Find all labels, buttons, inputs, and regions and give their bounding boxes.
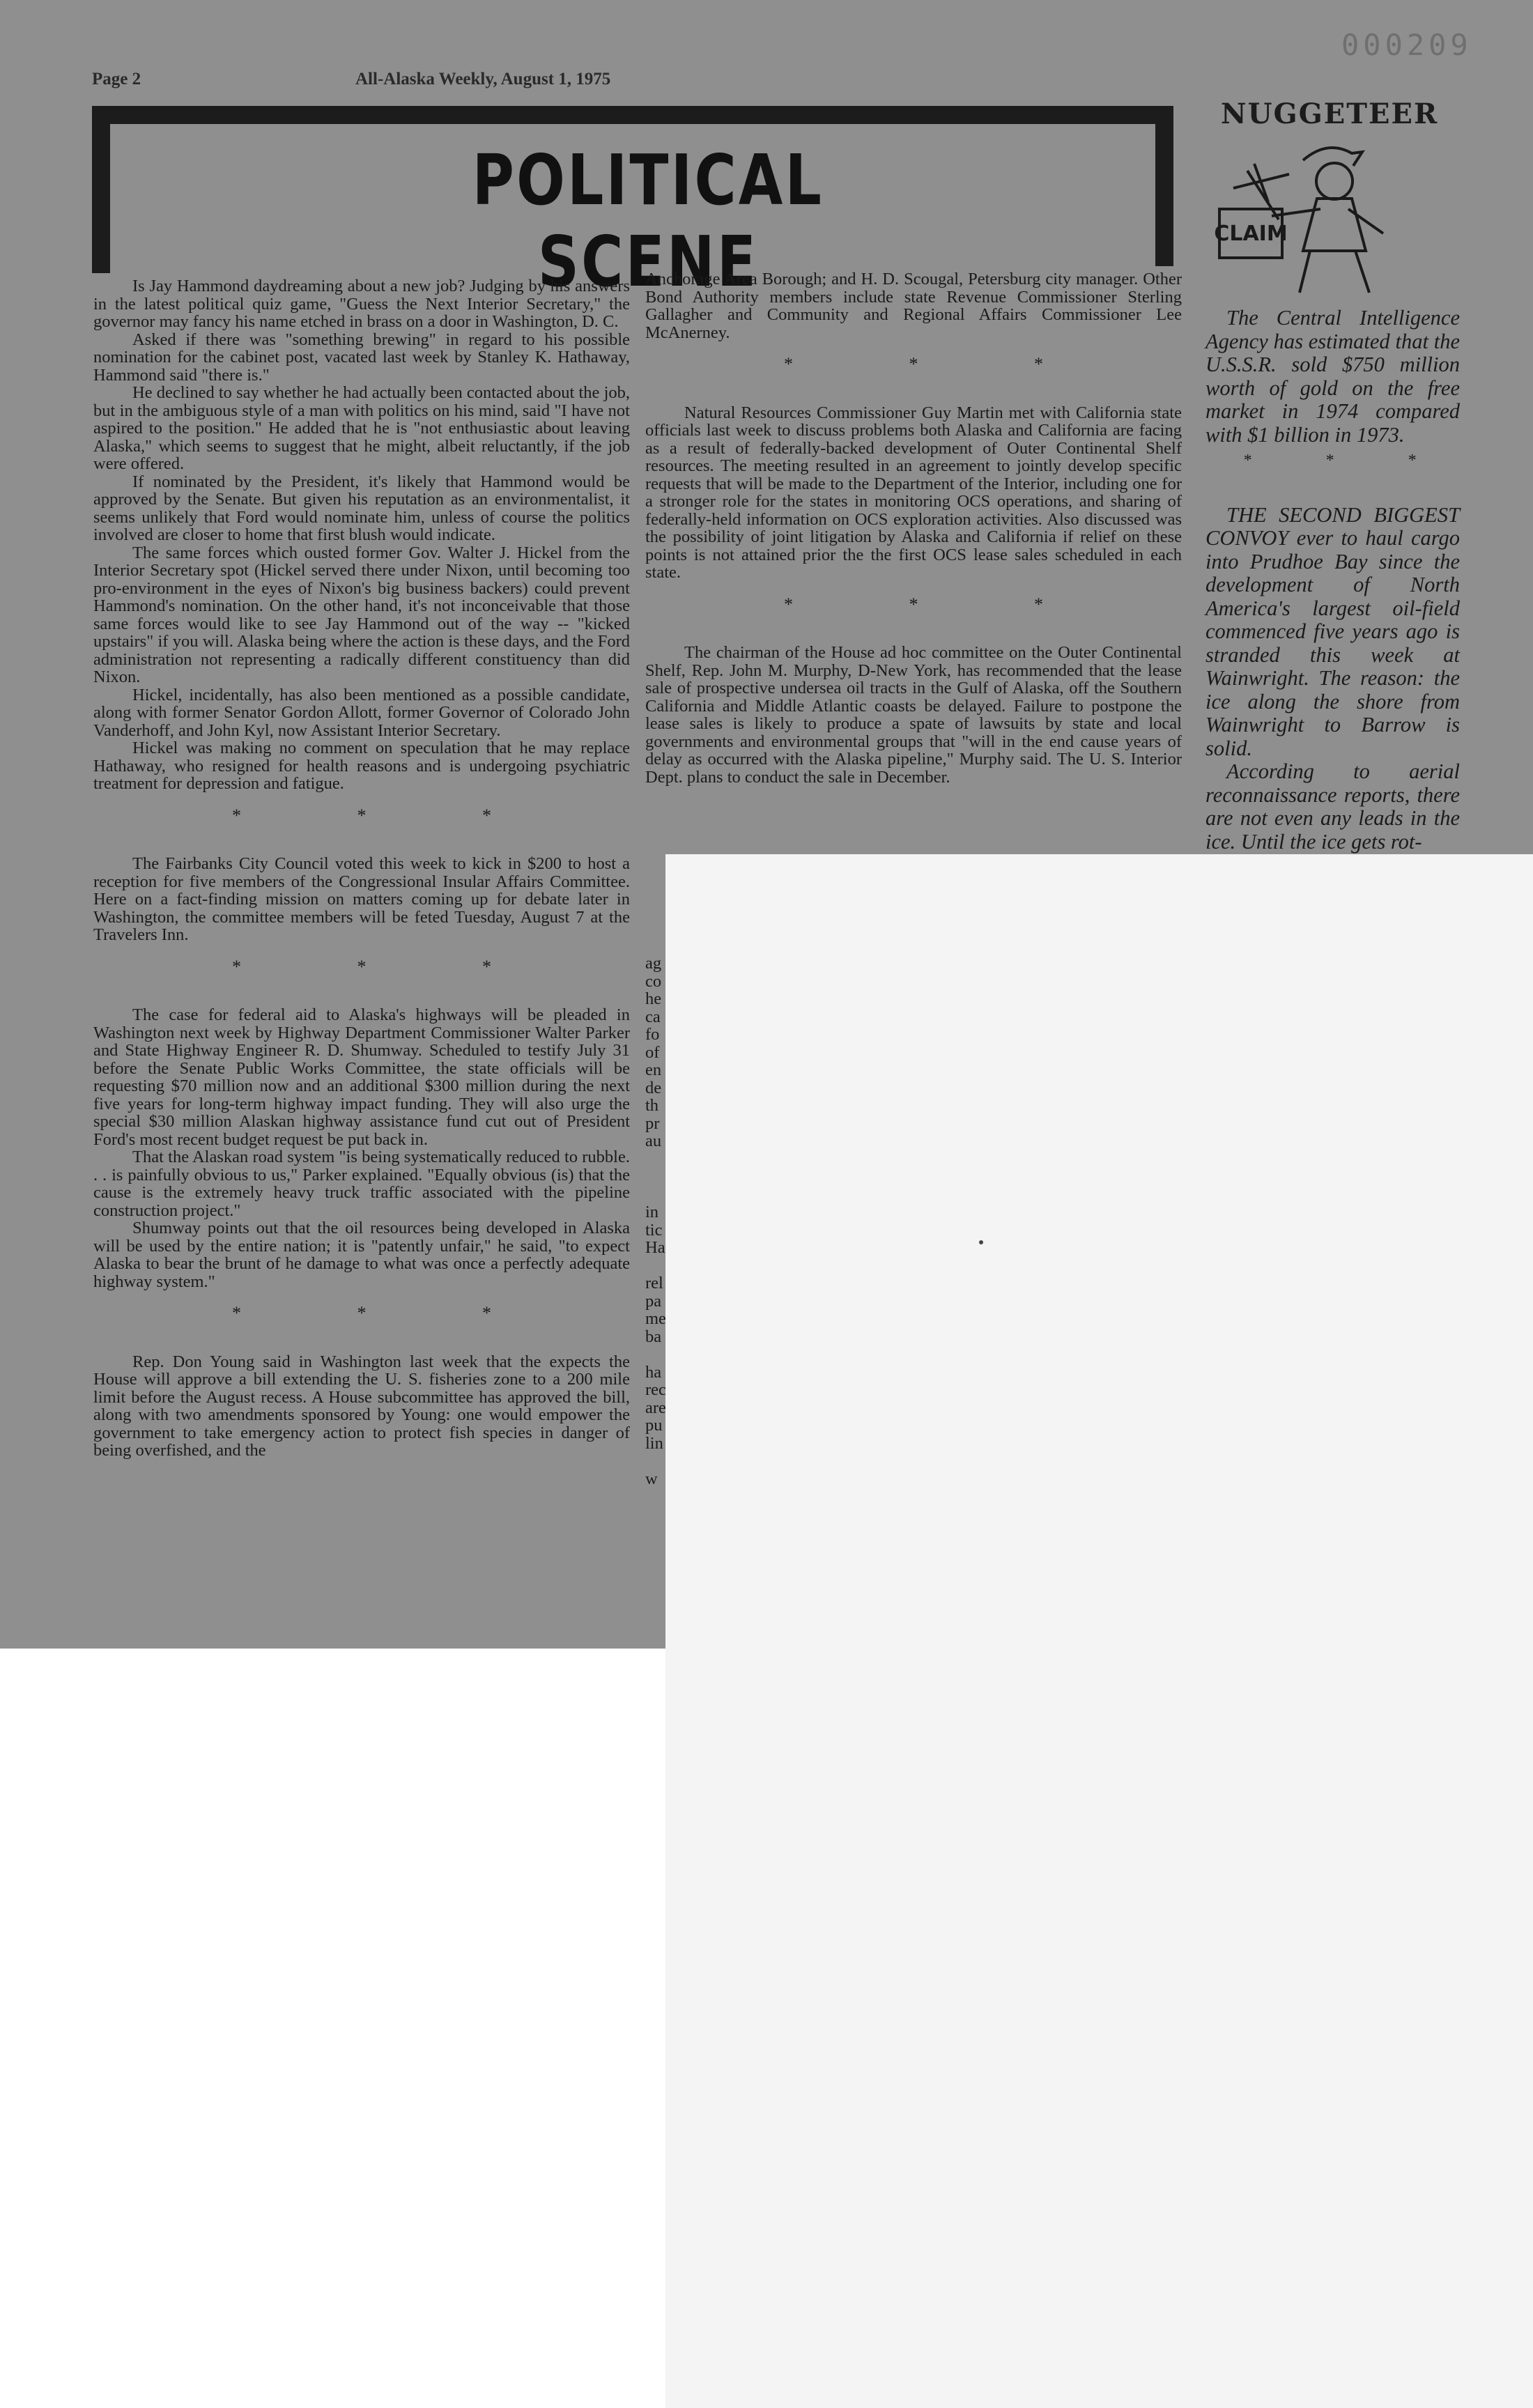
speck xyxy=(979,1240,983,1244)
right-column xyxy=(645,270,1182,854)
fragment-text: Ha xyxy=(645,1238,665,1257)
fragment-text: lin xyxy=(645,1433,663,1453)
blank-region xyxy=(665,854,1533,2408)
article-paragraph: Hickel was making no comment on speculation that he may replace Hathaway, who resigned for health reasons and is undergoing psychiatric treatment for depression and fatigue. xyxy=(93,739,630,793)
fragment-text: me xyxy=(645,1309,666,1328)
fragment-text: pa xyxy=(645,1291,662,1311)
article-paragraph: Is Jay Hammond daydreaming about a new job? Judging by his answers in the latest political quiz game, "Guess the Next Interior Secretary," the governor may fancy his name etched in brass on a door in Washington, D. C. xyxy=(93,277,630,331)
fragment-gap xyxy=(645,1345,666,1364)
nugget-paragraph: According to aerial reconnaissance reports, there are not even any leads in the ice. Until the ice gets rot- xyxy=(1205,760,1460,854)
left-column xyxy=(93,277,630,1643)
title-frame-left xyxy=(92,106,110,273)
separator: * * * xyxy=(232,956,547,977)
fragment-text: au xyxy=(645,1132,662,1150)
archive-stamp: 000209 xyxy=(1341,28,1472,62)
nugget-paragraph: THE SECOND BIGGEST CONVOY ever to haul cargo into Prudhoe Bay since the development of North America's largest oil-field commenced five years ago is stranded this week at Wainwright. The reason: the ice along the shore from Wainwright to Barrow is solid. xyxy=(1205,502,1460,760)
fragment-text: in xyxy=(645,1203,659,1221)
fragment-text: de xyxy=(645,1078,662,1097)
fragment-gap xyxy=(645,1150,666,1168)
article-paragraph: The chairman of the House ad hoc committee on the Outer Continental Shelf, Rep. John M. Murphy, D-New York, has recommended that the lease sale of prospective undersea oil tracts in the Gulf of Alaska, off the Southern California and Middle Atlantic coasts be delayed. Failure to postpone the lease sales is likely to produce a spate of lawsuits by state and local governments and environmental groups that "will in the end cause years of delay as occurred with the Alaska pipeline," Murphy said. The U. S. Interior Dept. plans to conduct the sale in December. xyxy=(645,643,1182,787)
separator: * * * xyxy=(232,1303,547,1323)
cartoon-label: CLAIM xyxy=(1214,222,1288,246)
fragment-gap xyxy=(645,1168,666,1186)
fragment-text: rel xyxy=(645,1274,663,1292)
fragment-text: ba xyxy=(645,1327,662,1346)
nugget-paragraph: The Central Intelligence Agency has estimated that the U.S.S.R. sold $750 million worth of gold on the free market in 1974 compared with $1 billion in 1973. xyxy=(1205,306,1460,447)
article-paragraph: Anchorage Area Borough; and H. D. Scougal, Petersburg city manager. Other Bond Authority members include state Revenue Commissioner Sterling Gallagher and Community and Regional Affairs Commissioner Lee McAnerney. xyxy=(645,270,1182,342)
fragment-gap xyxy=(645,1452,666,1470)
fragment-text: fo xyxy=(645,1025,660,1044)
article-paragraph: Shumway points out that the oil resources being developed in Alaska will be used by the entire nation; it is "patently unfair," he said, "to expect Alaska to bear the brunt of he damage to what was once a perfectly adequate highway system." xyxy=(93,1219,630,1291)
publication-line: All-Alaska Weekly, August 1, 1975 xyxy=(355,70,611,88)
fragment-text: co xyxy=(645,971,662,991)
article-paragraph: He declined to say whether he had actually been contacted about the job, but in the ambiguous style of a man with politics on his mind, said "I have not aspired to the position." He added that he is "not enthusiastic about leaving Alaska," which seems to suggest that he might, albeit reluctantly, if the job were offered. xyxy=(93,383,630,473)
fragment-text: of xyxy=(645,1042,660,1062)
fragment-text: are xyxy=(645,1398,666,1417)
article-paragraph: The same forces which ousted former Gov. Walter J. Hickel from the Interior Secretary spot (Hickel served there under Nixon, until becoming too pro-environment in the eyes of Nixon's big business backers) could prevent Hammond's nomination. On the other hand, it's not inconceivable that those same forces would like to see Jay Hammond out of the way -- "kicked upstairs" if you will. Alaska being where the action is these days, and the Ford administration not representing a radically different constituency than did Nixon. xyxy=(93,543,630,686)
title-frame-top xyxy=(92,106,1173,124)
fragment-text: en xyxy=(645,1060,662,1079)
cut-off-column-fragments xyxy=(645,955,666,1488)
fragment-gap xyxy=(645,1186,666,1204)
fragment-text: w xyxy=(645,1469,658,1488)
sidebar-title: NUGGETEER xyxy=(1221,98,1439,130)
fragment-text: th xyxy=(645,1096,659,1115)
fragment-text: tic xyxy=(645,1220,663,1240)
prospector-cartoon-icon xyxy=(1205,132,1415,300)
fragment-text: ca xyxy=(645,1007,661,1026)
fragment-text: ha xyxy=(645,1362,662,1382)
page-title: POLITICAL SCENE xyxy=(472,139,824,302)
separator: * * * xyxy=(1242,452,1451,470)
article-paragraph: The Fairbanks City Council voted this week to kick in $200 to host a reception for five members of the Congressional Insular Affairs Committee. Here on a fact-finding mission on matters coming up for debate later in Washington, the committee members will be feted Tuesday, August 7 at the Travelers Inn. xyxy=(93,854,630,944)
title-frame-right xyxy=(1155,106,1173,266)
separator: * * * xyxy=(784,354,1099,374)
nuggeteer-column xyxy=(1205,307,1460,858)
fragment-text: pr xyxy=(645,1113,660,1133)
article-paragraph: Hickel, incidentally, has also been mentioned as a possible candidate, along with former Senator Gordon Allott, former Governor of Colorado John Vanderhoff, and John Kyl, now Assistant Interior Secretary. xyxy=(93,685,630,740)
fragment-text: rec xyxy=(645,1380,666,1399)
fragment-text: he xyxy=(645,989,662,1008)
article-paragraph: That the Alaskan road system "is being systematically reduced to rubble. . . is painfully obvious to us," Parker explained. "Equally obvious (is) that the cause is the extremely heavy truck traffic associated with the pipeline construction project." xyxy=(93,1148,630,1220)
separator: * * * xyxy=(784,594,1099,615)
article-paragraph: Rep. Don Young said in Washington last week that the expects the House will approve a bill extending the U. S. fisheries zone to a 200 mile limit before the August recess. A House subcommittee has approved the bill, along with two amendments sponsored by Young: one would empower the government to take emergency action to protect fish species in danger of being overfished, and the xyxy=(93,1352,630,1460)
article-paragraph: If nominated by the President, it's likely that Hammond would be approved by the Senate. But given his reputation as an environmentalist, it seems unlikely that Ford would nominate him, unless of course the politics involved are closer to home that first blush would indicate. xyxy=(93,472,630,544)
article-paragraph: Natural Resources Commissioner Guy Martin met with California state officials last week to discuss problems both Alaska and California are facing as a result of federally-backed development of Outer Continental Shelf resources. The meeting resulted in an agreement to jointly develop specific requests that will be made to the Department of the Interior, including one for a stronger role for the states in monitoring OCS operations, and sharing of federally-held information on OCS exploration activities. Also discussed was the possibility of joint litigation by Alaska and California if relief on these points is not attained prior the the first OCS lease sales scheduled in each state. xyxy=(645,403,1182,582)
fragment-text: pu xyxy=(645,1416,663,1435)
article-paragraph: Asked if there was "something brewing" in regard to his possible nomination for the cabinet post, vacated last week by Stanley K. Hathaway, Hammond said "there is." xyxy=(93,330,630,385)
fragment-text: ag xyxy=(645,955,662,973)
separator: * * * xyxy=(232,805,547,826)
page-number: Page 2 xyxy=(92,70,141,88)
fragment-gap xyxy=(645,1257,666,1275)
article-paragraph: The case for federal aid to Alaska's highways will be pleaded in Washington next week by Highway Department Commissioner Walter Parker and State Highway Engineer R. D. Shumway. Scheduled to testify July 31 before the Senate Public Works Committee, the state officials will be requesting $70 million now and an additional $300 million during the next five years for long-term highway impact funding. They will also urge the special $30 million Alaskan highway assistance fund cut out of President Ford's most recent budget request be put back in. xyxy=(93,1005,630,1149)
